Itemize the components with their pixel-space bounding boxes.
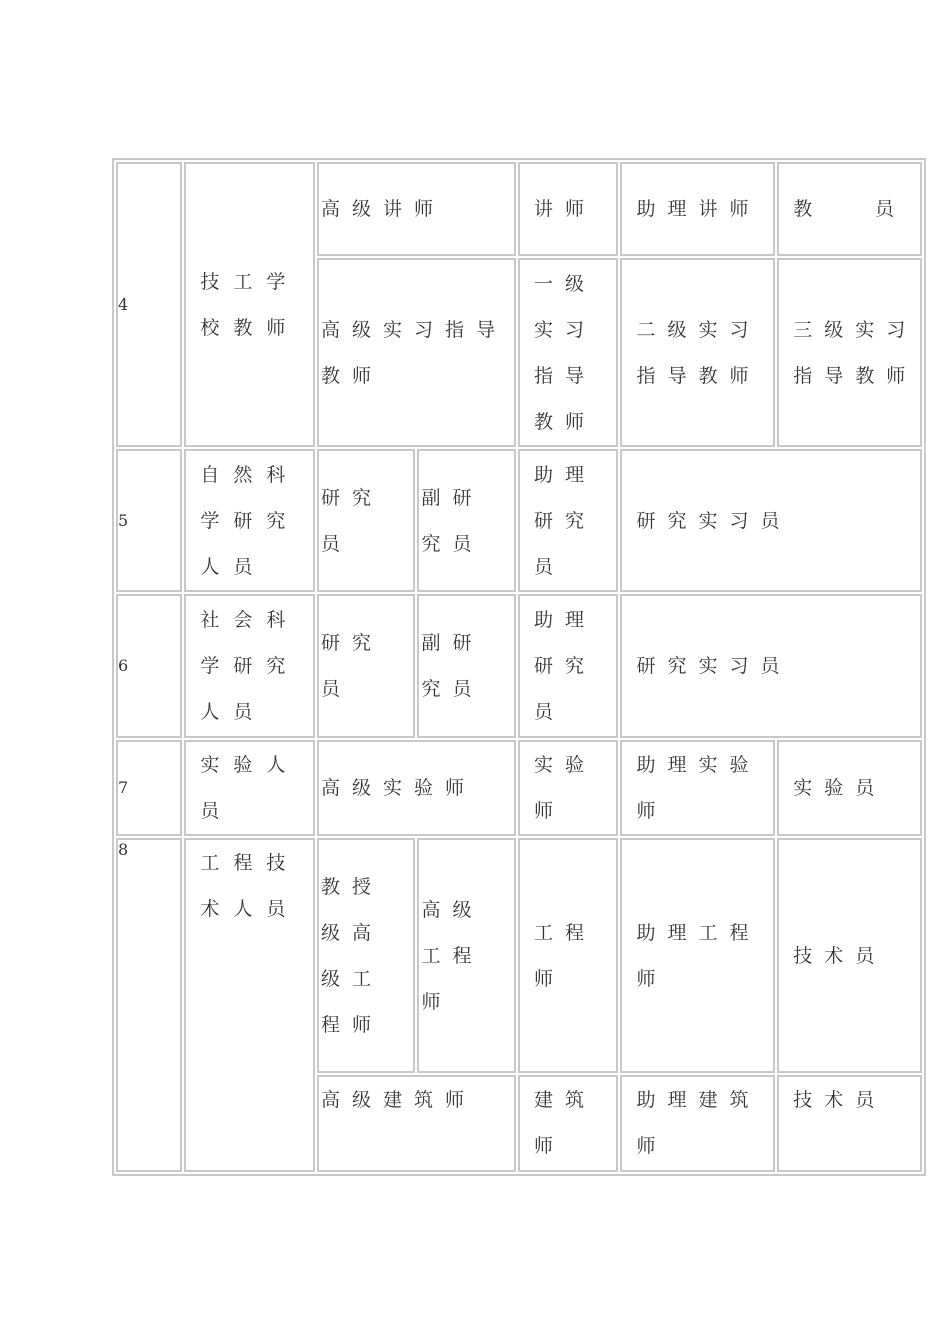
table-row	[116, 449, 922, 592]
category-cell: 社会科学研究人员	[184, 594, 315, 737]
junior-title-cell: 技术员	[777, 1075, 922, 1172]
category-cell: 技工学校教师	[184, 162, 315, 447]
assistant-title-cell: 助理研究员	[518, 594, 619, 737]
table-row	[116, 594, 922, 737]
senior-title-cell: 高级工程师	[417, 838, 516, 1073]
senior-title-cell: 高级讲师	[317, 162, 516, 256]
row-number: 8	[116, 838, 182, 1172]
junior-title-cell: 实验员	[777, 740, 922, 837]
junior-title-cell: 三级实习指导教师	[777, 258, 922, 448]
category-cell: 自然科学研究人员	[184, 449, 315, 592]
junior-title-part: 员	[874, 197, 894, 220]
row-number: 6	[116, 594, 182, 737]
assistant-title-cell: 助理讲师	[620, 162, 775, 256]
junior-title-cell: 研究实习员	[620, 449, 922, 592]
assistant-title-cell: 二级实习指导教师	[620, 258, 775, 448]
intermediate-title-cell: 一级实习指导教师	[518, 258, 619, 448]
row-number: 5	[116, 449, 182, 592]
table-row	[116, 740, 922, 837]
deputy-title-cell: 副研究员	[417, 449, 516, 592]
assistant-title-cell: 助理研究员	[518, 449, 619, 592]
junior-title-cell: 研究实习员	[620, 594, 922, 737]
full-title-cell: 研究员	[317, 449, 415, 592]
row-number: 7	[116, 740, 182, 837]
deputy-title-cell: 副研究员	[417, 594, 516, 737]
category-cell: 工程技术人员	[184, 838, 315, 1172]
intermediate-title-cell: 讲师	[518, 162, 619, 256]
junior-title-part: 教	[793, 197, 813, 220]
category-cell: 实验人员	[184, 740, 315, 837]
full-title-cell: 研究员	[317, 594, 415, 737]
assistant-title-cell: 助理实验师	[620, 740, 775, 837]
row-number: 4	[116, 162, 182, 447]
senior-title-cell: 高级实习指导教师	[317, 258, 516, 448]
junior-title-cell	[777, 162, 922, 256]
intermediate-title-cell: 工程师	[518, 838, 619, 1073]
intermediate-title-cell: 实验师	[518, 740, 619, 837]
assistant-title-cell: 助理工程师	[620, 838, 775, 1073]
junior-title-cell: 技术员	[777, 838, 922, 1073]
intermediate-title-cell: 建筑师	[518, 1075, 619, 1172]
professor-title-cell: 教授级高级工程师	[317, 838, 415, 1073]
assistant-title-cell: 助理建筑师	[620, 1075, 775, 1172]
professional-titles-table	[112, 158, 926, 1176]
senior-title-cell: 高级实验师	[317, 740, 516, 837]
table-row	[116, 838, 922, 1073]
table-row	[116, 162, 922, 256]
senior-title-cell: 高级建筑师	[317, 1075, 516, 1172]
